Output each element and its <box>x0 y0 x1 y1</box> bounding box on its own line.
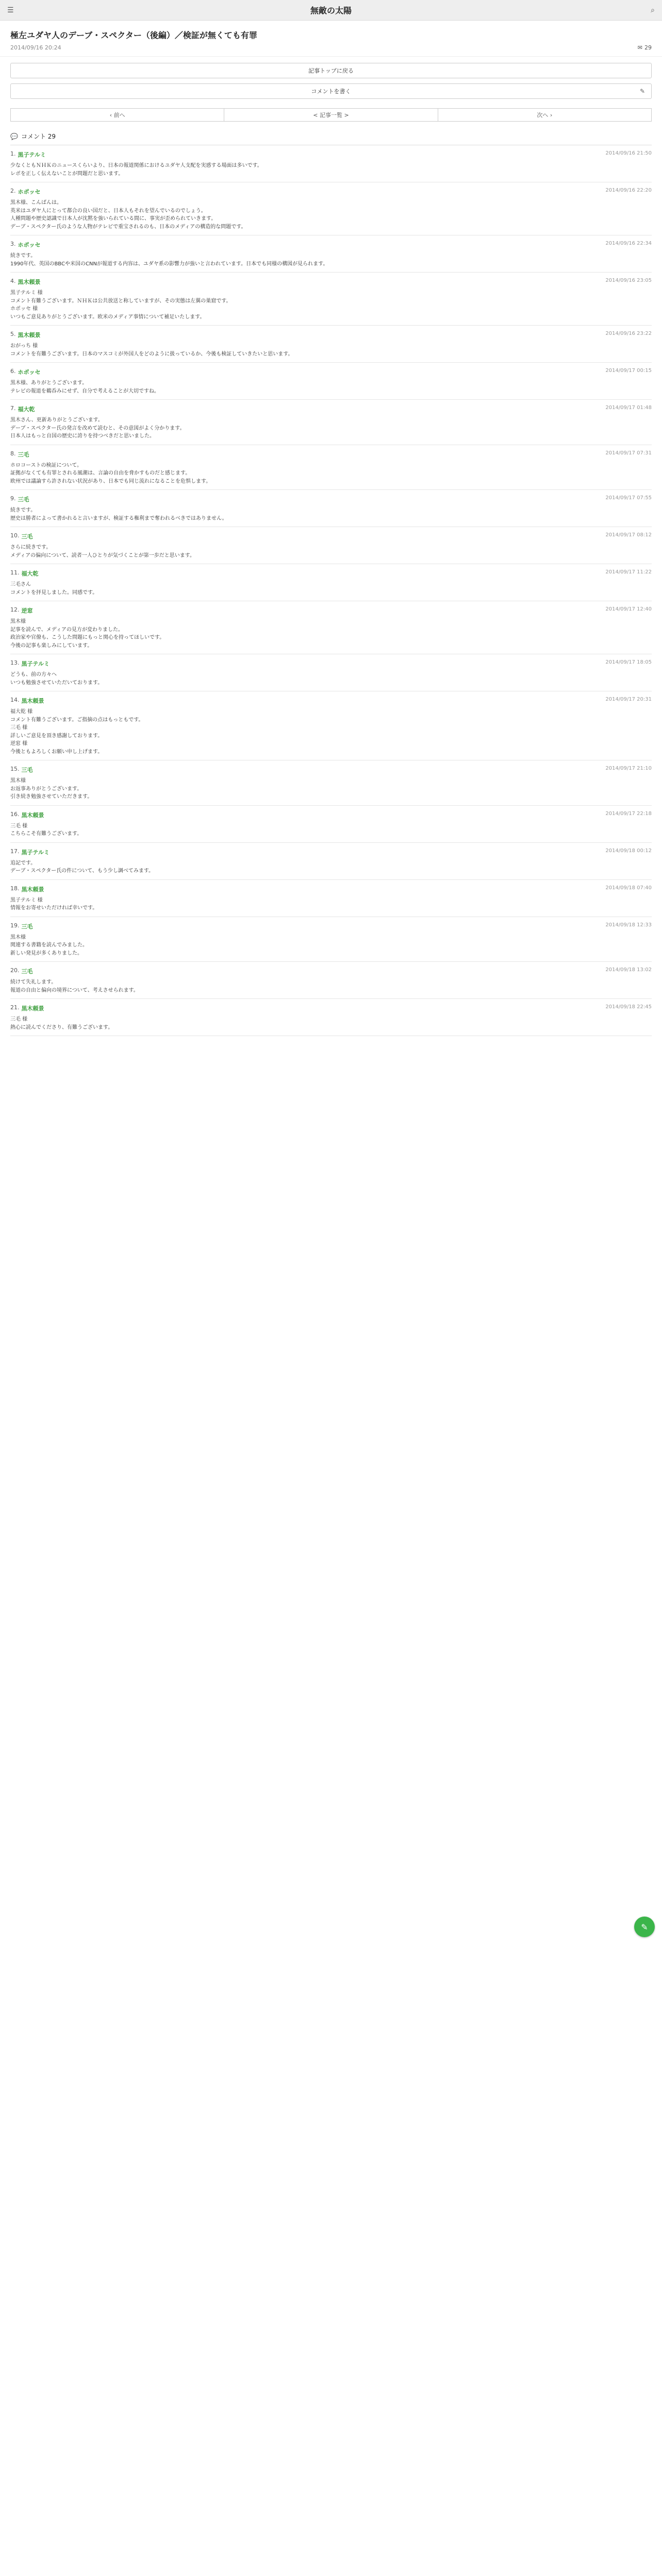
comment-number: 7. <box>10 405 16 412</box>
comment-header <box>10 241 652 249</box>
comment-number: 15. <box>10 766 20 773</box>
comment-number: 13. <box>10 659 20 667</box>
comment-number: 18. <box>10 885 20 892</box>
comment-item <box>10 527 652 564</box>
comment-number: 16. <box>10 810 20 818</box>
comment-author[interactable]: 三毛 <box>21 923 33 930</box>
comment-header <box>10 697 652 705</box>
comment-item <box>10 400 652 445</box>
comment-icon: ✉ <box>637 44 642 52</box>
comment-header <box>10 405 652 413</box>
comment-body: 黒木様 記事を読んで、メディアの見方が変わりました。 政治家や官僚も、こうした問題にもっと関心を持ってほしいです。 今後の記事も楽しみにしています。 <box>10 619 165 649</box>
comment-header <box>10 606 652 615</box>
comment-item <box>10 691 652 760</box>
menu-icon[interactable]: ☰ <box>7 6 14 14</box>
comment-author[interactable]: ホポッセ <box>18 242 41 249</box>
comment-author[interactable]: 三毛 <box>21 968 33 975</box>
comment-body: 三毛 様 こちらこそ有難うございます。 <box>10 823 82 837</box>
comments-label: コメント 29 <box>21 133 56 141</box>
comment-item <box>10 564 652 601</box>
comment-body: さらに続きです。 メディアの偏向について、読者一人ひとりが気づくことが第一歩だと思います。 <box>10 545 195 558</box>
comment-item <box>10 273 652 326</box>
comment-item <box>10 999 652 1036</box>
comment-author[interactable]: 黒子テルミ <box>21 660 49 668</box>
comment-header <box>10 1004 652 1012</box>
next-page-link[interactable]: 次へ › <box>438 109 651 121</box>
comment-author[interactable]: 黒木頼景 <box>18 279 41 286</box>
comment-item <box>10 445 652 490</box>
comment-item <box>10 760 652 806</box>
comment-number: 10. <box>10 532 20 539</box>
comment-item <box>10 843 652 880</box>
comment-date: 2014/09/16 22:34 <box>605 241 652 247</box>
post-header <box>0 21 662 57</box>
comment-header <box>10 188 652 196</box>
comment-date: 2014/09/18 00:12 <box>605 848 652 854</box>
comment-number: 14. <box>10 697 20 704</box>
comment-date: 2014/09/18 07:40 <box>605 885 652 891</box>
comment-date: 2014/09/17 22:18 <box>605 810 652 817</box>
post-title: 極左ユダヤ人のデーブ・スペクター（後編）／検証が無くても有罪 <box>10 30 257 40</box>
comment-item <box>10 880 652 917</box>
search-icon[interactable]: ⌕ <box>651 6 655 14</box>
comment-body: おがっち 様 コメントを有難うございます。日本のマスコミが外国人をどのように扱っているか、今後も検証していきたいと思います。 <box>10 343 293 357</box>
comment-icon: 💬 <box>10 132 18 140</box>
comment-number: 3. <box>10 241 16 248</box>
comment-author[interactable]: 黒子テルミ <box>18 151 46 159</box>
comment-date: 2014/09/17 12:40 <box>605 606 652 613</box>
comment-author[interactable]: 黒木頼景 <box>18 332 41 339</box>
comment-date: 2014/09/17 01:48 <box>605 405 652 411</box>
comment-header <box>10 967 652 975</box>
comment-body: 少なくともＮＨＫのニュースくらいより、日本の報道関係におけるユダヤ人支配を実感する場面は多いです。 レポを正しく伝えないことが問題だと思います。 <box>10 163 262 177</box>
comment-body: ホロコーストの検証について。 証拠がなくても有罪とされる風潮は、言論の自由を脅かすものだと感じます。 欧州では議論すら許されない状況があり、日本でも同じ流れになることを危惧します。 <box>10 462 211 484</box>
comment-body: 黒木様、ありがとうございます。 テレビの報道を鵜呑みにせず、自分で考えることが大切ですね。 <box>10 380 159 394</box>
comment-date: 2014/09/17 08:12 <box>605 532 652 538</box>
comment-body: 続けて失礼します。 報道の自由と偏向の境界について、考えさせられます。 <box>10 979 139 993</box>
comment-header <box>10 885 652 893</box>
write-comment-label: コメントを書く <box>311 88 351 95</box>
comment-number: 4. <box>10 278 16 285</box>
comment-date: 2014/09/17 07:55 <box>605 495 652 501</box>
comment-body: 黒木様、こんばんは。 英米はユダヤ人にとって都合の良い国だと、日本人もそれを望んでいるのでしょう。 人種問題や歴史認識で日本人が沈黙を強いられている間に、事実が歪められていきます。 デーブ・スペクター氏のような人物がテレビで重宝されるのも、日本のメディアの構造的な問題です。 <box>10 200 246 230</box>
comment-body: 黒子テルミ 様 コメント有難うございます。ＮＨＫは公共放送と称していますが、その実態は左翼の巣窟です。 ホポッセ 様 いつもご意見ありがとうございます。欧米のメディア事情について補足いたします。 <box>10 290 231 320</box>
comment-date: 2014/09/17 11:22 <box>605 569 652 575</box>
comment-header <box>10 450 652 459</box>
comment-date: 2014/09/18 22:45 <box>605 1004 652 1010</box>
comment-body: どうも、前の方々へ いつも勉強させていただいております。 <box>10 672 103 686</box>
comment-count-top: 29 <box>644 44 652 52</box>
comment-author[interactable]: 逆窓 <box>21 607 33 615</box>
comment-item <box>10 962 652 999</box>
comment-header <box>10 368 652 376</box>
comment-body: 福大乾 様 コメント有難うございます。ご指摘の点はもっともです。 三毛 様 詳しいご意見を頂き感謝しております。 逆窓 様 今後ともよろしくお願い申し上げます。 <box>10 709 144 755</box>
comment-author[interactable]: 黒子テルミ <box>21 849 49 856</box>
comment-author[interactable]: 三毛 <box>18 451 29 458</box>
comment-number: 19. <box>10 922 20 929</box>
comment-number: 12. <box>10 606 20 614</box>
comment-author[interactable]: 三毛 <box>21 533 33 540</box>
site-title[interactable]: 無敵の太陽 <box>310 6 352 15</box>
comment-header <box>10 150 652 159</box>
comment-body: 黒木様 お返事ありがとうございます。 引き続き勉強させていただきます。 <box>10 778 93 800</box>
comment-date: 2014/09/16 22:20 <box>605 188 652 194</box>
comment-date: 2014/09/17 07:31 <box>605 450 652 456</box>
comment-header <box>10 922 652 930</box>
comment-item <box>10 601 652 654</box>
comment-header <box>10 766 652 774</box>
top-navbar <box>0 0 662 21</box>
comment-item <box>10 917 652 962</box>
comment-item <box>10 490 652 527</box>
article-list-link[interactable]: < 記事一覧 > <box>224 109 437 121</box>
comment-number: 6. <box>10 368 16 375</box>
comment-body: 三毛さん コメントを拝見しました。同感です。 <box>10 582 98 596</box>
comment-number: 20. <box>10 967 20 974</box>
comment-item <box>10 326 652 363</box>
comment-number: 2. <box>10 188 16 195</box>
comment-author[interactable]: 黒木頼景 <box>21 698 44 705</box>
comment-header <box>10 659 652 668</box>
comment-date: 2014/09/18 13:02 <box>605 967 652 973</box>
comment-body: 続きです。 歴史は勝者によって書かれると言いますが、検証する権利まで奪われるべきではありません。 <box>10 507 227 521</box>
comment-number: 8. <box>10 450 16 457</box>
comment-author[interactable]: 黒木頼景 <box>21 1005 44 1012</box>
comment-item <box>10 182 652 235</box>
comment-date: 2014/09/16 23:05 <box>605 278 652 284</box>
comment-item <box>10 654 652 691</box>
comment-header <box>10 331 652 339</box>
comment-item <box>10 806 652 843</box>
comment-count-link[interactable] <box>638 44 652 51</box>
comment-author[interactable]: 黒木頼景 <box>21 811 44 819</box>
comment-author[interactable]: 三毛 <box>18 496 29 503</box>
comment-body: 黒木さん、更新ありがとうございます。 デーブ・スペクター氏の発言を改めて読むと、その意図がよく分かります。 日本人はもっと自国の歴史に誇りを持つべきだと思いました。 <box>10 417 185 439</box>
comments-header <box>10 128 652 145</box>
comment-number: 21. <box>10 1004 20 1011</box>
pencil-icon: ✎ <box>639 88 645 95</box>
comment-author[interactable]: ホポッセ <box>18 189 41 196</box>
comment-list <box>0 145 662 1036</box>
comment-item <box>10 235 652 273</box>
comment-number: 9. <box>10 495 16 502</box>
comment-number: 5. <box>10 331 16 338</box>
comment-header <box>10 278 652 286</box>
comment-date: 2014/09/18 12:33 <box>605 922 652 928</box>
comment-number: 1. <box>10 150 16 158</box>
back-to-article-button[interactable]: 記事トップに戻る <box>10 63 652 78</box>
prev-page-link[interactable]: ‹ 前へ <box>109 111 125 119</box>
pager <box>10 108 652 122</box>
comment-body: 三毛 様 熱心に読んでくださり、有難うございます。 <box>10 1016 113 1030</box>
comment-date: 2014/09/17 20:31 <box>605 697 652 703</box>
comment-date: 2014/09/17 21:10 <box>605 766 652 772</box>
comment-body: 続きです。 1990年代、英国のBBCや米国のCNNが報道する内容は、ユダヤ系の影響力が強いと言われています。日本でも同様の構図が見られます。 <box>10 253 328 267</box>
button-area <box>0 57 662 108</box>
comment-header <box>10 495 652 503</box>
comment-number: 17. <box>10 848 20 855</box>
comment-author[interactable]: 黒木頼景 <box>21 886 44 893</box>
comment-date: 2014/09/16 21:50 <box>605 150 652 157</box>
comment-date: 2014/09/17 00:15 <box>605 368 652 374</box>
comment-body: 黒木様 関連する書籍を読んでみました。 新しい発見が多くありました。 <box>10 934 88 956</box>
comment-number: 11. <box>10 569 20 577</box>
comment-header <box>10 811 652 819</box>
comment-author[interactable]: 福大乾 <box>21 570 39 578</box>
comment-item <box>10 145 652 182</box>
comment-body: 黒子テルミ 様 情報をお寄せいただければ幸いです。 <box>10 897 98 911</box>
comment-item <box>10 363 652 400</box>
comment-author[interactable]: ホポッセ <box>18 369 41 376</box>
comment-header <box>10 532 652 540</box>
comment-header <box>10 569 652 578</box>
comment-date: 2014/09/16 23:22 <box>605 331 652 337</box>
comment-header <box>10 848 652 856</box>
comment-body: 追記です。 デーブ・スペクター氏の件について、もう少し調べてみます。 <box>10 860 154 874</box>
post-meta <box>10 44 652 51</box>
write-comment-button[interactable] <box>10 83 652 99</box>
edit-fab-icon[interactable]: ✎ <box>634 1917 655 1937</box>
comment-author[interactable]: 三毛 <box>21 767 33 774</box>
comment-author[interactable]: 福大乾 <box>18 406 35 413</box>
post-date: 2014/09/16 20:24 <box>10 44 61 52</box>
comment-date: 2014/09/17 18:05 <box>605 659 652 666</box>
